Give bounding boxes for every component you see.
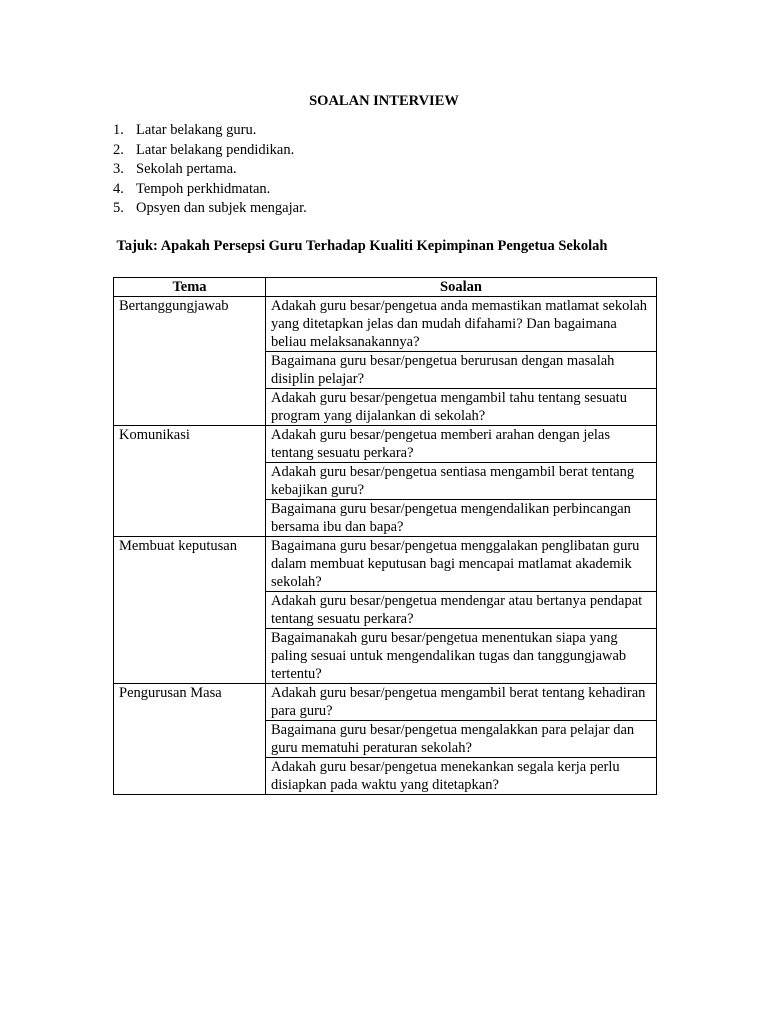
question-cell: Bagaimanakah guru besar/pengetua menentukan siapa yang paling sesuai untuk mengendalikan tugas dan tanggungjawab tertentu?	[266, 629, 657, 684]
list-item	[113, 160, 307, 180]
topic-heading-wrapper	[0, 237, 768, 255]
theme-cell: Bertanggungjawab	[114, 297, 266, 426]
list-item-text: Sekolah pertama.	[136, 161, 237, 177]
list-item	[113, 199, 307, 219]
question-cell: Adakah guru besar/pengetua memberi arahan dengan jelas tentang sesuatu perkara?	[266, 426, 657, 463]
list-item-number: 2.	[113, 141, 124, 158]
question-cell: Adakah guru besar/pengetua menekankan segala kerja perlu disiapkan pada waktu yang ditetapkan?	[266, 758, 657, 795]
column-header-soalan: Soalan	[266, 278, 657, 297]
list-item-text: Tempoh perkhidmatan.	[136, 180, 271, 197]
list-item-number: 1.	[113, 122, 124, 138]
table-row	[114, 684, 657, 721]
question-cell: Bagaimana guru besar/pengetua mengendalikan perbincangan bersama ibu dan bapa?	[266, 500, 657, 537]
question-cell: Bagaimana guru besar/pengetua berurusan dengan masalah disiplin pelajar?	[266, 352, 657, 389]
question-cell: Adakah guru besar/pengetua mendengar atau bertanya pendapat tentang sesuatu perkara?	[266, 592, 657, 629]
list-item	[113, 141, 307, 161]
theme-cell: Pengurusan Masa	[114, 684, 266, 795]
question-cell: Bagaimana guru besar/pengetua mengalakkan para pelajar dan guru mematuhi peraturan sekolah?	[266, 721, 657, 758]
list-item-number: 4.	[113, 180, 124, 197]
question-cell: Adakah guru besar/pengetua mengambil tahu tentang sesuatu program yang dijalankan di sekolah?	[266, 389, 657, 426]
column-header-tema: Tema	[114, 278, 266, 297]
list-item	[113, 180, 307, 200]
question-cell: Bagaimana guru besar/pengetua menggalakan penglibatan guru dalam membuat keputusan bagi mencapai matlamat akademik sekolah?	[266, 537, 657, 592]
list-item	[113, 121, 307, 141]
topic-heading: Tajuk: Apakah Persepsi Guru Terhadap Kualiti Kepimpinan Pengetua Sekolah	[116, 238, 608, 254]
theme-cell: Membuat keputusan	[114, 537, 266, 684]
question-cell: Adakah guru besar/pengetua mengambil berat tentang kehadiran para guru?	[266, 684, 657, 721]
document-title: SOALAN INTERVIEW	[309, 93, 459, 109]
list-item-text: Opsyen dan subjek mengajar.	[136, 200, 307, 216]
table-row	[114, 297, 657, 352]
list-item-text: Latar belakang pendidikan.	[136, 141, 295, 158]
list-item-text: Latar belakang guru.	[136, 122, 257, 138]
question-cell: Adakah guru besar/pengetua sentiasa mengambil berat tentang kebajikan guru?	[266, 463, 657, 500]
table-row	[114, 537, 657, 592]
interview-question-list	[113, 121, 307, 219]
theme-question-table	[113, 277, 657, 795]
table-row	[114, 426, 657, 463]
question-cell: Adakah guru besar/pengetua anda memastikan matlamat sekolah yang ditetapkan jelas dan mudah difahami? Dan bagaimana beliau melaksanakannya?	[266, 297, 657, 352]
list-item-number: 5.	[113, 200, 124, 216]
theme-cell: Komunikasi	[114, 426, 266, 537]
table-header-row	[114, 278, 657, 297]
list-item-number: 3.	[113, 161, 124, 177]
